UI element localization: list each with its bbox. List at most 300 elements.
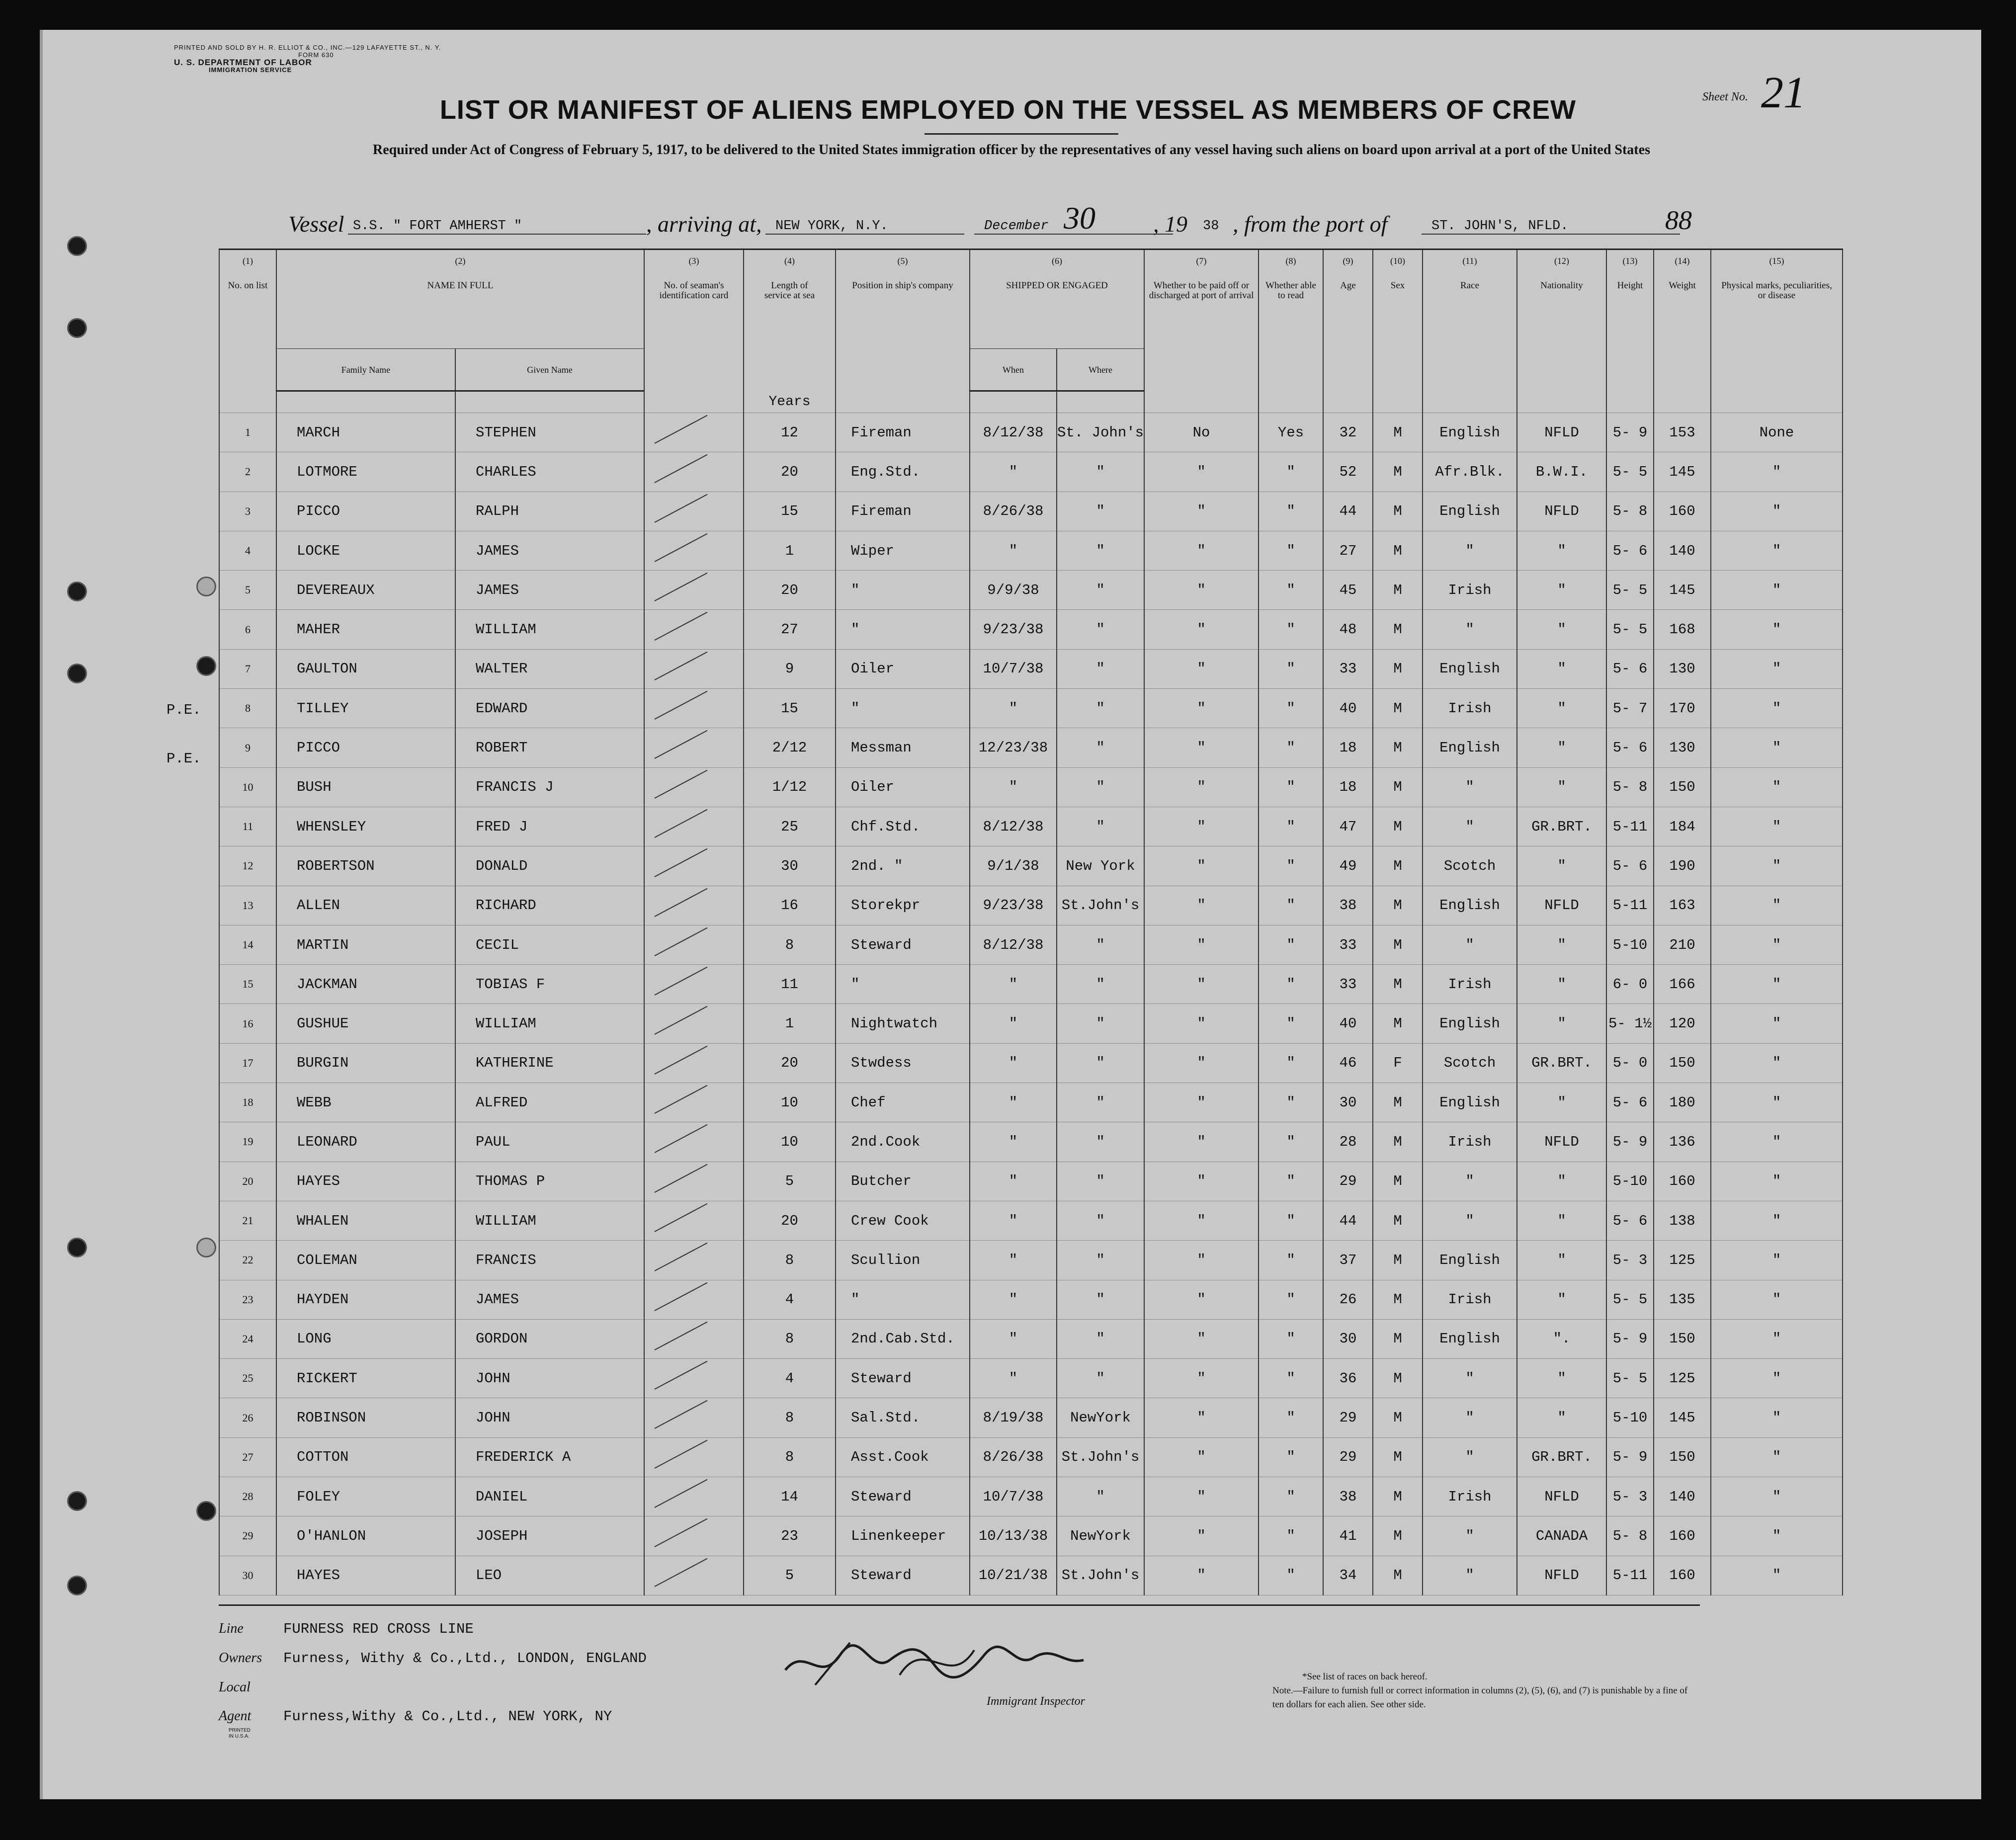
physical-marks: " (1711, 1280, 1843, 1319)
shipped-where: " (1057, 767, 1144, 807)
table-row (219, 925, 1843, 964)
height: 5-11 (1606, 1556, 1654, 1595)
row-number: 12 (219, 846, 276, 886)
row-number: 26 (219, 1398, 276, 1437)
given-name: JAMES (455, 1280, 644, 1319)
table-row (219, 1437, 1843, 1477)
race: " (1423, 1201, 1517, 1240)
position: Linenkeeper (836, 1516, 970, 1556)
race: " (1423, 1516, 1517, 1556)
age: 52 (1323, 452, 1373, 492)
service-length: 20 (744, 1043, 836, 1083)
age: 27 (1323, 531, 1373, 570)
id-card-cell (644, 1437, 744, 1477)
row-number: 11 (219, 807, 276, 846)
sex: M (1373, 452, 1423, 492)
age: 29 (1323, 1162, 1373, 1201)
age: 49 (1323, 846, 1373, 886)
position: Asst.Cook (836, 1437, 970, 1477)
race: " (1423, 925, 1517, 964)
family-name: GUSHUE (276, 1004, 455, 1043)
given-name: LEO (455, 1556, 644, 1595)
able-to-read: " (1259, 1437, 1323, 1477)
shipped-when: " (970, 767, 1057, 807)
id-card-cell (644, 1556, 744, 1595)
position: Chef (836, 1083, 970, 1122)
row-number: 6 (219, 610, 276, 649)
weight: 125 (1654, 1241, 1711, 1280)
nationality: B.W.I. (1517, 452, 1606, 492)
family-name: BUSH (276, 767, 455, 807)
shipped-where: NewYork (1057, 1398, 1144, 1437)
position: " (836, 610, 970, 649)
height: 5- 9 (1606, 1437, 1654, 1477)
physical-marks: " (1711, 492, 1843, 531)
position: 2nd.Cab.Std. (836, 1319, 970, 1358)
col-header-sex: (10) Sex (1373, 250, 1423, 391)
physical-marks: " (1711, 1398, 1843, 1437)
shipped-where: " (1057, 649, 1144, 688)
punch-hole (67, 582, 87, 601)
pe-mark: P.E. (167, 751, 201, 767)
nationality: CANADA (1517, 1516, 1606, 1556)
shipped-where: St. John's (1057, 413, 1144, 452)
printer-line: PRINTED AND SOLD BY H. R. ELLIOT & CO., INC.—129 LAFAYETTE ST., N. Y. (174, 44, 441, 51)
paid-off: " (1144, 846, 1259, 886)
physical-marks: " (1711, 846, 1843, 886)
row-number: 14 (219, 925, 276, 964)
position: Oiler (836, 767, 970, 807)
shipped-when: " (970, 452, 1057, 492)
height: 5-11 (1606, 807, 1654, 846)
race: English (1423, 1004, 1517, 1043)
vessel-label: Vessel (288, 211, 344, 237)
service-length: 15 (744, 689, 836, 728)
id-card-cell (644, 1004, 744, 1043)
age: 47 (1323, 807, 1373, 846)
paid-off: " (1144, 492, 1259, 531)
physical-marks: " (1711, 1162, 1843, 1201)
nationality: NFLD (1517, 492, 1606, 531)
shipped-where: " (1057, 1162, 1144, 1201)
nationality: " (1517, 689, 1606, 728)
sex: M (1373, 1359, 1423, 1398)
table-row (219, 886, 1843, 925)
position: " (836, 965, 970, 1004)
id-card-cell (644, 610, 744, 649)
family-name: FOLEY (276, 1477, 455, 1516)
col-header-id-card: (3) No. of seaman's identification card (644, 250, 744, 391)
footer-block (219, 1614, 647, 1731)
family-name: HAYES (276, 1162, 455, 1201)
col-header-when: When (970, 349, 1057, 391)
years-row (219, 391, 1843, 413)
given-name: PAUL (455, 1122, 644, 1162)
weight: 160 (1654, 1556, 1711, 1595)
shipped-when: 9/9/38 (970, 571, 1057, 610)
service-name: IMMIGRATION SERVICE (209, 66, 292, 74)
table-row (219, 1398, 1843, 1437)
position: Oiler (836, 649, 970, 688)
col-header-name: (2) NAME IN FULL (276, 250, 644, 349)
paid-off: " (1144, 1556, 1259, 1595)
table-row (219, 571, 1843, 610)
family-name: LONG (276, 1319, 455, 1358)
shipped-when: 8/12/38 (970, 925, 1057, 964)
id-card-cell (644, 689, 744, 728)
able-to-read: " (1259, 1201, 1323, 1240)
race: Irish (1423, 689, 1517, 728)
physical-marks: " (1711, 689, 1843, 728)
weight: 210 (1654, 925, 1711, 964)
shipped-when: 8/12/38 (970, 413, 1057, 452)
weight: 145 (1654, 1398, 1711, 1437)
punch-hole (196, 577, 216, 596)
age: 46 (1323, 1043, 1373, 1083)
nationality: GR.BRT. (1517, 1043, 1606, 1083)
punch-hole (196, 1501, 216, 1521)
given-name: JAMES (455, 531, 644, 570)
shipped-where: NewYork (1057, 1516, 1144, 1556)
physical-marks: " (1711, 610, 1843, 649)
physical-marks: " (1711, 1477, 1843, 1516)
agent-value: Furness,Withy & Co.,Ltd., NEW YORK, NY (283, 1708, 612, 1725)
age: 37 (1323, 1241, 1373, 1280)
given-name: ALFRED (455, 1083, 644, 1122)
col-header-age: (9) Age (1323, 250, 1373, 391)
age: 28 (1323, 1122, 1373, 1162)
punch-hole (67, 236, 87, 256)
race: " (1423, 1359, 1517, 1398)
weight: 138 (1654, 1201, 1711, 1240)
id-card-cell (644, 1398, 744, 1437)
able-to-read: " (1259, 965, 1323, 1004)
row-number: 25 (219, 1359, 276, 1398)
physical-marks: " (1711, 1083, 1843, 1122)
height: 5- 5 (1606, 610, 1654, 649)
family-name: WHENSLEY (276, 807, 455, 846)
nationality: " (1517, 531, 1606, 570)
sex: M (1373, 689, 1423, 728)
row-number: 17 (219, 1043, 276, 1083)
height: 5- 8 (1606, 492, 1654, 531)
service-length: 9 (744, 649, 836, 688)
table-row (219, 1516, 1843, 1556)
race: Irish (1423, 1477, 1517, 1516)
age: 26 (1323, 1280, 1373, 1319)
shipped-when: 8/19/38 (970, 1398, 1057, 1437)
row-number: 3 (219, 492, 276, 531)
sex: M (1373, 1083, 1423, 1122)
table-row (219, 452, 1843, 492)
weight: 145 (1654, 452, 1711, 492)
nationality: NFLD (1517, 1122, 1606, 1162)
col-header-physical-marks: (15) Physical marks, peculiarities, or disease (1711, 250, 1843, 391)
col-header-where: Where (1057, 349, 1144, 391)
inspector-label: Immigrant Inspector (987, 1695, 1085, 1708)
sex: F (1373, 1043, 1423, 1083)
age: 40 (1323, 689, 1373, 728)
able-to-read: " (1259, 1241, 1323, 1280)
id-card-cell (644, 1043, 744, 1083)
age: 18 (1323, 767, 1373, 807)
physical-marks: " (1711, 807, 1843, 846)
family-name: JACKMAN (276, 965, 455, 1004)
shipped-when: 8/26/38 (970, 1437, 1057, 1477)
shipped-where: " (1057, 1241, 1144, 1280)
row-number: 19 (219, 1122, 276, 1162)
row-number: 8 (219, 689, 276, 728)
position: Chf.Std. (836, 807, 970, 846)
race: Afr.Blk. (1423, 452, 1517, 492)
shipped-when: 9/23/38 (970, 886, 1057, 925)
race: " (1423, 1556, 1517, 1595)
shipped-when: " (970, 1043, 1057, 1083)
id-card-cell (644, 1201, 744, 1240)
physical-marks: " (1711, 1437, 1843, 1477)
paid-off: No (1144, 413, 1259, 452)
shipped-when: " (970, 689, 1057, 728)
height: 6- 0 (1606, 965, 1654, 1004)
printed-mark: PRINTED IN U.S.A. (229, 1728, 251, 1739)
sex: M (1373, 531, 1423, 570)
family-name: ALLEN (276, 886, 455, 925)
shipped-where: " (1057, 1043, 1144, 1083)
document-subtitle: Required under Act of Congress of February 5, 1917, to be delivered to the United States immigration officer by the representatives of any vessel having such aliens on board upon arrival at a port of the United States (373, 142, 1650, 158)
sex: M (1373, 767, 1423, 807)
id-card-cell (644, 925, 744, 964)
given-name: WILLIAM (455, 1201, 644, 1240)
col-header-weight: (14) Weight (1654, 250, 1711, 391)
family-name: DEVEREAUX (276, 571, 455, 610)
row-number: 13 (219, 886, 276, 925)
sex: M (1373, 571, 1423, 610)
service-length: 27 (744, 610, 836, 649)
sex: M (1373, 846, 1423, 886)
shipped-where: " (1057, 492, 1144, 531)
row-number: 24 (219, 1319, 276, 1358)
physical-marks: " (1711, 649, 1843, 688)
age: 29 (1323, 1437, 1373, 1477)
given-name: WILLIAM (455, 1004, 644, 1043)
shipped-where: " (1057, 1359, 1144, 1398)
weight: 130 (1654, 649, 1711, 688)
shipped-where: " (1057, 452, 1144, 492)
race: Irish (1423, 1280, 1517, 1319)
weight: 120 (1654, 1004, 1711, 1043)
nationality: " (1517, 610, 1606, 649)
table-row (219, 1359, 1843, 1398)
age: 33 (1323, 965, 1373, 1004)
able-to-read: " (1259, 531, 1323, 570)
height: 5- 9 (1606, 1122, 1654, 1162)
able-to-read: " (1259, 452, 1323, 492)
sex: M (1373, 1280, 1423, 1319)
row-number: 21 (219, 1201, 276, 1240)
given-name: KATHERINE (455, 1043, 644, 1083)
service-length: 8 (744, 1319, 836, 1358)
nationality: " (1517, 1398, 1606, 1437)
sheet-label: Sheet No. (1702, 90, 1748, 103)
table-row (219, 1280, 1843, 1319)
weight: 160 (1654, 492, 1711, 531)
paid-off: " (1144, 1241, 1259, 1280)
given-name: STEPHEN (455, 413, 644, 452)
punch-hole (67, 664, 87, 683)
paid-off: " (1144, 452, 1259, 492)
form-header (174, 44, 441, 74)
shipped-when: 9/1/38 (970, 846, 1057, 886)
age: 33 (1323, 649, 1373, 688)
row-number: 28 (219, 1477, 276, 1516)
footer-note (1272, 1670, 1700, 1712)
nationality: " (1517, 1241, 1606, 1280)
age: 38 (1323, 886, 1373, 925)
id-card-cell (644, 728, 744, 767)
weight: 150 (1654, 1437, 1711, 1477)
race: " (1423, 531, 1517, 570)
given-name: WILLIAM (455, 610, 644, 649)
able-to-read: " (1259, 649, 1323, 688)
able-to-read: " (1259, 1556, 1323, 1595)
nationality: GR.BRT. (1517, 1437, 1606, 1477)
able-to-read: " (1259, 1083, 1323, 1122)
punch-hole (67, 318, 87, 338)
paid-off: " (1144, 1122, 1259, 1162)
height: 5- 5 (1606, 452, 1654, 492)
race: English (1423, 886, 1517, 925)
table-row (219, 1162, 1843, 1201)
given-name: FRED J (455, 807, 644, 846)
height: 5- 0 (1606, 1043, 1654, 1083)
paid-off: " (1144, 1437, 1259, 1477)
paid-off: " (1144, 1043, 1259, 1083)
sex: M (1373, 1556, 1423, 1595)
id-card-cell (644, 531, 744, 570)
service-length: 4 (744, 1359, 836, 1398)
table-row (219, 689, 1843, 728)
weight: 163 (1654, 886, 1711, 925)
race: English (1423, 728, 1517, 767)
row-number: 18 (219, 1083, 276, 1122)
able-to-read: " (1259, 1359, 1323, 1398)
table-row (219, 1201, 1843, 1240)
service-length: 1 (744, 531, 836, 570)
row-number: 23 (219, 1280, 276, 1319)
nationality: " (1517, 1201, 1606, 1240)
physical-marks: " (1711, 767, 1843, 807)
shipped-when: " (970, 1201, 1057, 1240)
weight: 150 (1654, 767, 1711, 807)
shipped-where: " (1057, 728, 1144, 767)
service-length: 11 (744, 965, 836, 1004)
position: Stwdess (836, 1043, 970, 1083)
given-name: DANIEL (455, 1477, 644, 1516)
table-row (219, 1319, 1843, 1358)
family-name: PICCO (276, 728, 455, 767)
position: Fireman (836, 492, 970, 531)
physical-marks: " (1711, 452, 1843, 492)
row-number: 9 (219, 728, 276, 767)
sex: M (1373, 1477, 1423, 1516)
family-name: MARCH (276, 413, 455, 452)
height: 5- 5 (1606, 571, 1654, 610)
table-row (219, 1556, 1843, 1595)
shipped-where: " (1057, 1083, 1144, 1122)
table-row (219, 846, 1843, 886)
family-name: LOTMORE (276, 452, 455, 492)
given-name: EDWARD (455, 689, 644, 728)
inspector-signature (775, 1635, 1093, 1690)
service-length: 25 (744, 807, 836, 846)
able-to-read: " (1259, 846, 1323, 886)
shipped-when: " (970, 1241, 1057, 1280)
service-length: 20 (744, 571, 836, 610)
year-prefix: , 19 (1153, 211, 1187, 237)
service-length: 14 (744, 1477, 836, 1516)
sex: M (1373, 965, 1423, 1004)
given-name: RICHARD (455, 886, 644, 925)
age: 30 (1323, 1319, 1373, 1358)
nationality: " (1517, 571, 1606, 610)
service-length: 12 (744, 413, 836, 452)
sex: M (1373, 728, 1423, 767)
id-card-cell (644, 1319, 744, 1358)
paid-off: " (1144, 728, 1259, 767)
nationality: " (1517, 1162, 1606, 1201)
service-length: 23 (744, 1516, 836, 1556)
nationality: " (1517, 1280, 1606, 1319)
weight: 125 (1654, 1359, 1711, 1398)
table-row (219, 767, 1843, 807)
weight: 150 (1654, 1319, 1711, 1358)
weight: 136 (1654, 1122, 1711, 1162)
physical-marks: " (1711, 728, 1843, 767)
sex: M (1373, 886, 1423, 925)
weight: 160 (1654, 1162, 1711, 1201)
shipped-when: 10/7/38 (970, 649, 1057, 688)
shipped-where: " (1057, 689, 1144, 728)
service-length: 4 (744, 1280, 836, 1319)
position: Eng.Std. (836, 452, 970, 492)
form-number: FORM 630 (298, 51, 334, 59)
table-row (219, 1004, 1843, 1043)
shipped-when: 8/12/38 (970, 807, 1057, 846)
table-row (219, 1241, 1843, 1280)
age: 45 (1323, 571, 1373, 610)
height: 5- 6 (1606, 728, 1654, 767)
sex: M (1373, 610, 1423, 649)
shipped-where: " (1057, 1280, 1144, 1319)
col-header-service: (4) Length of service at sea (744, 250, 836, 391)
id-card-cell (644, 492, 744, 531)
height: 5- 6 (1606, 649, 1654, 688)
table-row (219, 531, 1843, 570)
nationality: NFLD (1517, 1477, 1606, 1516)
sex: M (1373, 492, 1423, 531)
able-to-read: " (1259, 1162, 1323, 1201)
table-row (219, 492, 1843, 531)
race: Scotch (1423, 846, 1517, 886)
row-number: 15 (219, 965, 276, 1004)
paid-off: " (1144, 1359, 1259, 1398)
race: English (1423, 492, 1517, 531)
family-name: MARTIN (276, 925, 455, 964)
table-bottom-rule (219, 1604, 1700, 1606)
weight: 180 (1654, 1083, 1711, 1122)
shipped-where: St.John's (1057, 886, 1144, 925)
sex: M (1373, 1241, 1423, 1280)
